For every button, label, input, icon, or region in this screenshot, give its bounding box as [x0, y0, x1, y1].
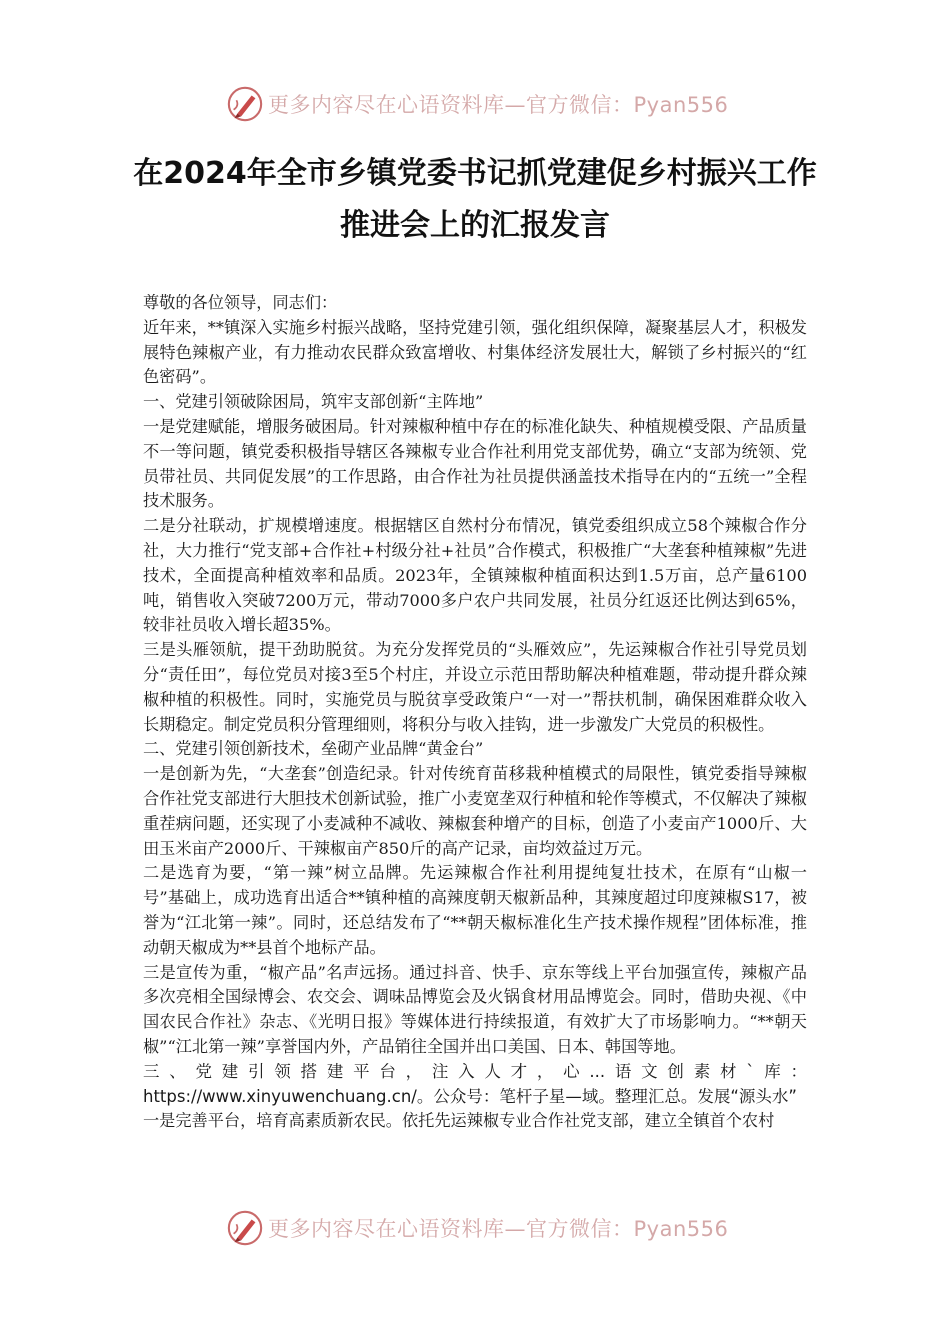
intro-paragraph: 近年来，**镇深入实施乡村振兴战略，坚持党建引领，强化组织保障，凝聚基层人才，积极发展特色辣椒产业，有力推动农民群众致富增收、村集体经济发展壮大，解锁了乡村振兴的“红色密码”。 [143, 317, 807, 387]
watermark-banner-top [226, 84, 729, 124]
section-heading-3: 三、党建引领搭建平台，注入人才，心...语文创素材`库：https://www.xinyuwenchuang.cn/。公众号：笔杆子星—域。整理汇总。发展“源头水” [143, 1061, 807, 1106]
body-paragraph: 一是创新为先，“大垄套”创造纪录。针对传统育苗移栽种植模式的局限性，镇党委指导辣椒合作社党支部进行大胆技术创新试验，推广小麦宽垄双行种植和轮作等模式，不仅解决了辣椒重茬病问题，还实现了小麦减种不减收、辣椒套种增产的目标，创造了小麦亩产1000斤、大田玉米亩产2000斤、干辣椒亩产850斤的高产记录，亩均效益过万元。 [143, 764, 807, 858]
watermark-text: 更多内容尽在心语资料库—官方微信：Pyan556 [268, 1217, 729, 1241]
body-paragraph: 一是完善平台，培育高素质新农民。依托先运辣椒专业合作社党支部，建立全镇首个农村 [143, 1111, 775, 1131]
fountain-pen-logo-icon [226, 1209, 264, 1247]
title-line-1: 在2024年全市乡镇党委书记抓党建促乡村振兴工作 [133, 156, 817, 191]
watermark-text: 更多内容尽在心语资料库—官方微信：Pyan556 [268, 93, 729, 117]
body-paragraph: 一是党建赋能，增服务破困局。针对辣椒种植中存在的标准化缺失、种植规模受限、产品质量不一等问题，镇党委积极指导辖区各辣椒专业合作社利用党支部优势，确立“支部为统领、党员带社员、共同促发展”的工作思路，由合作社为社员提供涵盖技术指导在内的“五统一”全程技术服务。 [143, 416, 807, 511]
body-paragraph: 三是宣传为重，“椒产品”名声远扬。通过抖音、快手、京东等线上平台加强宣传，辣椒产品多次亮相全国绿博会、农交会、调味品博览会及火锅食材用品博览会。同时，借助央视、《中国农民合作社》杂志、《光明日报》等媒体进行持续报道，有效扩大了市场影响力。“**朝天椒”“江北第一辣”享誉国内外，产品销往全国并出口美国、日本、韩国等地。 [143, 962, 807, 1056]
document-title [80, 148, 870, 252]
section-heading-1: 一、党建引领破除困局，筑牢支部创新“主阵地” [143, 392, 484, 412]
document-body [143, 291, 807, 1134]
body-paragraph: 二是分社联动，扩规模增速度。根据辖区自然村分布情况，镇党委组织成立58个辣椒合作分社，大力推行“党支部+合作社+村级分社+社员”合作模式，积极推广“大垄套种植辣椒”先进技术，全面提高种植效率和品质。2023年，全镇辣椒种植面积达到1.5万亩，总产量6100吨，销售收入突破7200万元，带动7000多户农户共同发展，社员分红返还比例达到65%，较非社员收入增长超35%。 [143, 516, 807, 635]
salutation: 尊敬的各位领导，同志们： [143, 293, 338, 312]
fountain-pen-logo-icon [226, 85, 264, 123]
body-paragraph: 三是头雁领航，提干劲助脱贫。为充分发挥党员的“头雁效应”，先运辣椒合作社引导党员划分“责任田”，每位党员对接3至5个村庄，并设立示范田帮助解决种植难题，带动提升群众辣椒种植的积极性。同时，实施党员与脱贫享受政策户“一对一”帮扶机制，确保困难群众收入长期稳定。制定党员积分管理细则，将积分与收入挂钩，进一步激发广大党员的积极性。 [143, 640, 807, 734]
title-line-2: 推进会上的汇报发言 [340, 208, 610, 243]
body-paragraph: 二是选育为要，“第一辣”树立品牌。先运辣椒合作社利用提纯复壮技术，在原有“山椒一号”基础上，成功选育出适合**镇种植的高辣度朝天椒新品种，其辣度超过印度辣椒S17，被誉为“江北第一辣”。同时，还总结发布了“**朝天椒标准化生产技术操作规程”团体标准，推动朝天椒成为**县首个地标产品。 [143, 863, 807, 957]
section-heading-2: 二、党建引领创新技术，垒砌产业品牌“黄金台” [143, 739, 484, 759]
watermark-banner-bottom [226, 1208, 729, 1248]
